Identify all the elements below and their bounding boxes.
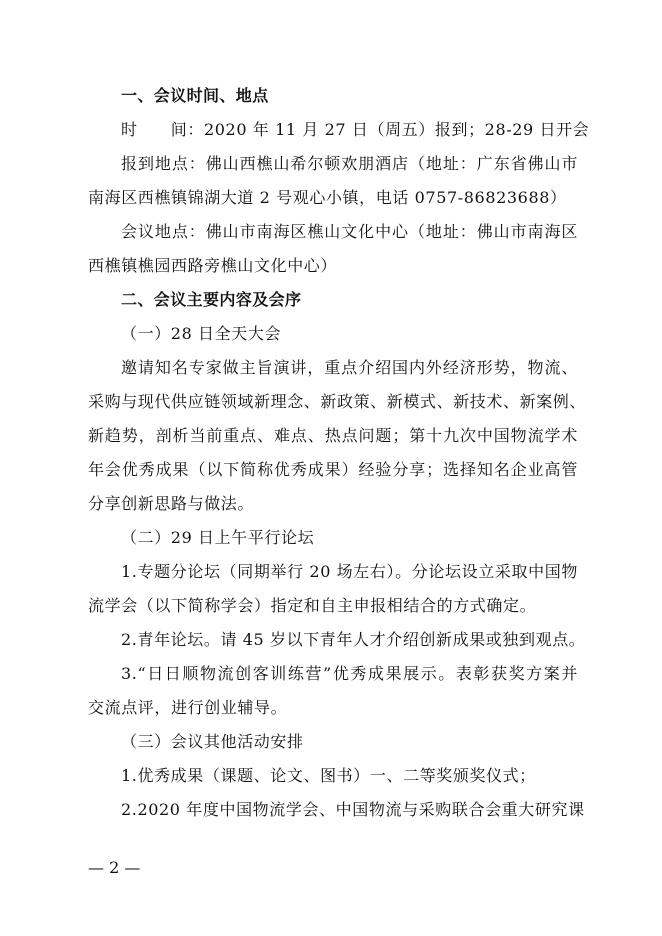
part-1-paragraph-line: 邀请知名专家做主旨演讲，重点介绍国内外经济形势，物流、 xyxy=(121,358,578,377)
page-number: — 2 — xyxy=(88,858,141,877)
section-1-heading: 一、会议时间、地点 xyxy=(121,86,269,105)
part-2-item-1-line-1: 1.专题分论坛（同期举行 20 场左右）。分论坛设立采取中国物 xyxy=(121,562,578,581)
section-2-heading: 二、会议主要内容及会序 xyxy=(121,290,302,309)
part-2-item-2: 2.青年论坛。请 45 岁以下青年人才介绍创新成果或独到观点。 xyxy=(121,630,586,649)
part-3-title: （三）会议其他活动安排 xyxy=(121,732,304,751)
part-3-item-2: 2.2020 年度中国物流学会、中国物流与采购联合会重大研究课 xyxy=(121,800,585,819)
part-3-item-1: 1.优秀成果（课题、论文、图书）一、二等奖颁奖仪式； xyxy=(121,766,536,785)
meeting-location-line-2: 西樵镇樵园西路旁樵山文化中心） xyxy=(88,256,338,275)
meeting-location-line-1: 会议地点：佛山市南海区樵山文化中心（地址：佛山市南海区 xyxy=(121,222,578,241)
part-2-item-1-line-2: 流学会（以下简称学会）指定和自主申报相结合的方式确定。 xyxy=(88,596,537,615)
part-1-title: （一）28 日全天大会 xyxy=(121,324,282,343)
part-2-item-3-line-2: 交流点评，进行创业辅导。 xyxy=(88,698,288,717)
meeting-time: 时 间：2020 年 11 月 27 日（周五）报到；28-29 日开会 xyxy=(121,120,590,139)
part-2-item-3-line-1: 3.“日日顺物流创客训练营”优秀成果展示。表彰获奖方案并 xyxy=(121,664,578,683)
part-1-paragraph-line: 新趋势，剖析当前重点、难点、热点问题；第十九次中国物流学术 xyxy=(88,426,578,445)
part-2-title: （二）29 日上午平行论坛 xyxy=(121,528,315,547)
report-location-line-2: 南海区西樵镇锦湖大道 2 号观心小镇，电话 0757-86823688） xyxy=(88,188,567,207)
report-location-line-1: 报到地点：佛山西樵山希尔顿欢朋酒店（地址：广东省佛山市 xyxy=(121,154,578,173)
part-1-paragraph-line: 采购与现代供应链领域新理念、新政策、新模式、新技术、新案例、 xyxy=(88,392,587,411)
part-1-paragraph-line: 分享创新思路与做法。 xyxy=(88,494,255,513)
part-1-paragraph-line: 年会优秀成果（以下简称优秀成果）经验分享；选择知名企业高管 xyxy=(88,460,578,479)
